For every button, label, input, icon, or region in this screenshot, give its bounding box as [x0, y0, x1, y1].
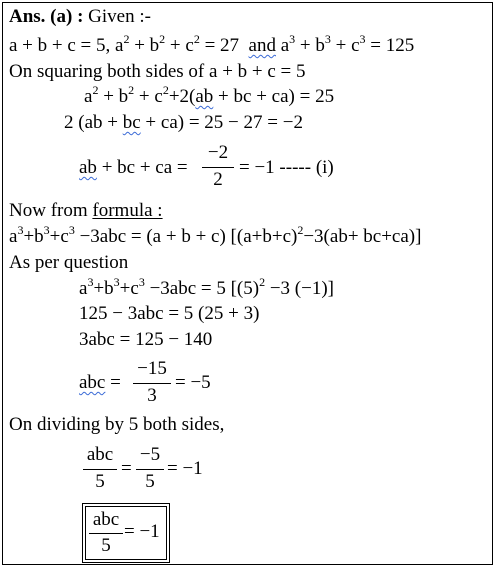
two-times-equation: 2 (ab + bc + ca) = 25 − 27 = −2	[64, 112, 303, 133]
fraction-bar	[83, 469, 117, 470]
abc-denominator: 3	[147, 385, 157, 406]
eq-i-numerator: −2	[207, 142, 229, 163]
final-answer-box	[85, 506, 167, 560]
fraction-bar	[202, 167, 234, 168]
div-right-denominator: 5	[145, 471, 155, 492]
final-numerator: abc	[92, 509, 120, 530]
dividing-statement: On dividing by 5 both sides,	[9, 414, 225, 435]
eq-i-fraction	[202, 142, 234, 192]
abc-lhs: abc =	[79, 372, 121, 393]
eq-i-rhs: = −1 ----- (i)	[239, 157, 334, 178]
substitution-line: $a^3+b^3+c^3 -3abc = 5$ [$(5)^2 -3$ (−1)]	[79, 274, 335, 299]
div-rhs: = −1	[167, 458, 203, 479]
squaring-statement: On squaring both sides of a + b + c = 5	[9, 61, 306, 82]
cube-identity: $a^3+b^3+c^3 -3abc = (a + b + c)$ $[(a+b+c)^2-3(ab+ bc+ca)]$	[9, 222, 422, 247]
final-denominator: 5	[101, 535, 111, 556]
abc-numerator: −15	[137, 358, 167, 379]
answer-label: Ans. (a) :	[9, 6, 84, 27]
formula-heading: Now from formula :	[9, 200, 163, 221]
eq-i-lhs: ab + bc + ca =	[79, 157, 188, 178]
abc-rhs: = −5	[175, 372, 211, 393]
div-equals: =	[121, 458, 132, 479]
answer-heading	[9, 6, 151, 28]
squared-equation: $a^2 + b^2 + c^2+2(ab$ + bc + ca) = 25	[84, 82, 335, 107]
fraction-bar	[136, 469, 164, 470]
final-rhs: = −1	[124, 521, 160, 542]
line-3abc: 3abc = 125 − 140	[79, 329, 213, 350]
as-per-question: As per question	[9, 252, 129, 273]
fraction-bar	[89, 533, 123, 534]
eq-i-denominator: 2	[213, 169, 223, 190]
div-right-numerator: −5	[139, 444, 161, 465]
line-125: 125 − 3abc = 5 (25 + 3)	[79, 303, 260, 324]
div-left-numerator: abc	[86, 444, 114, 465]
given-label: Given :-	[88, 6, 151, 27]
abc-fraction	[133, 358, 171, 408]
div-left-denominator: 5	[95, 471, 105, 492]
fraction-bar	[133, 383, 171, 384]
div-fraction-left	[83, 444, 117, 494]
given-equations: a + b + c = 5, $a^2 + b^2 + c^2 = 27$ and $a^3 + b^3 + c^3 = 125$	[9, 31, 415, 56]
div-fraction-right	[136, 444, 164, 494]
final-fraction	[89, 509, 123, 557]
